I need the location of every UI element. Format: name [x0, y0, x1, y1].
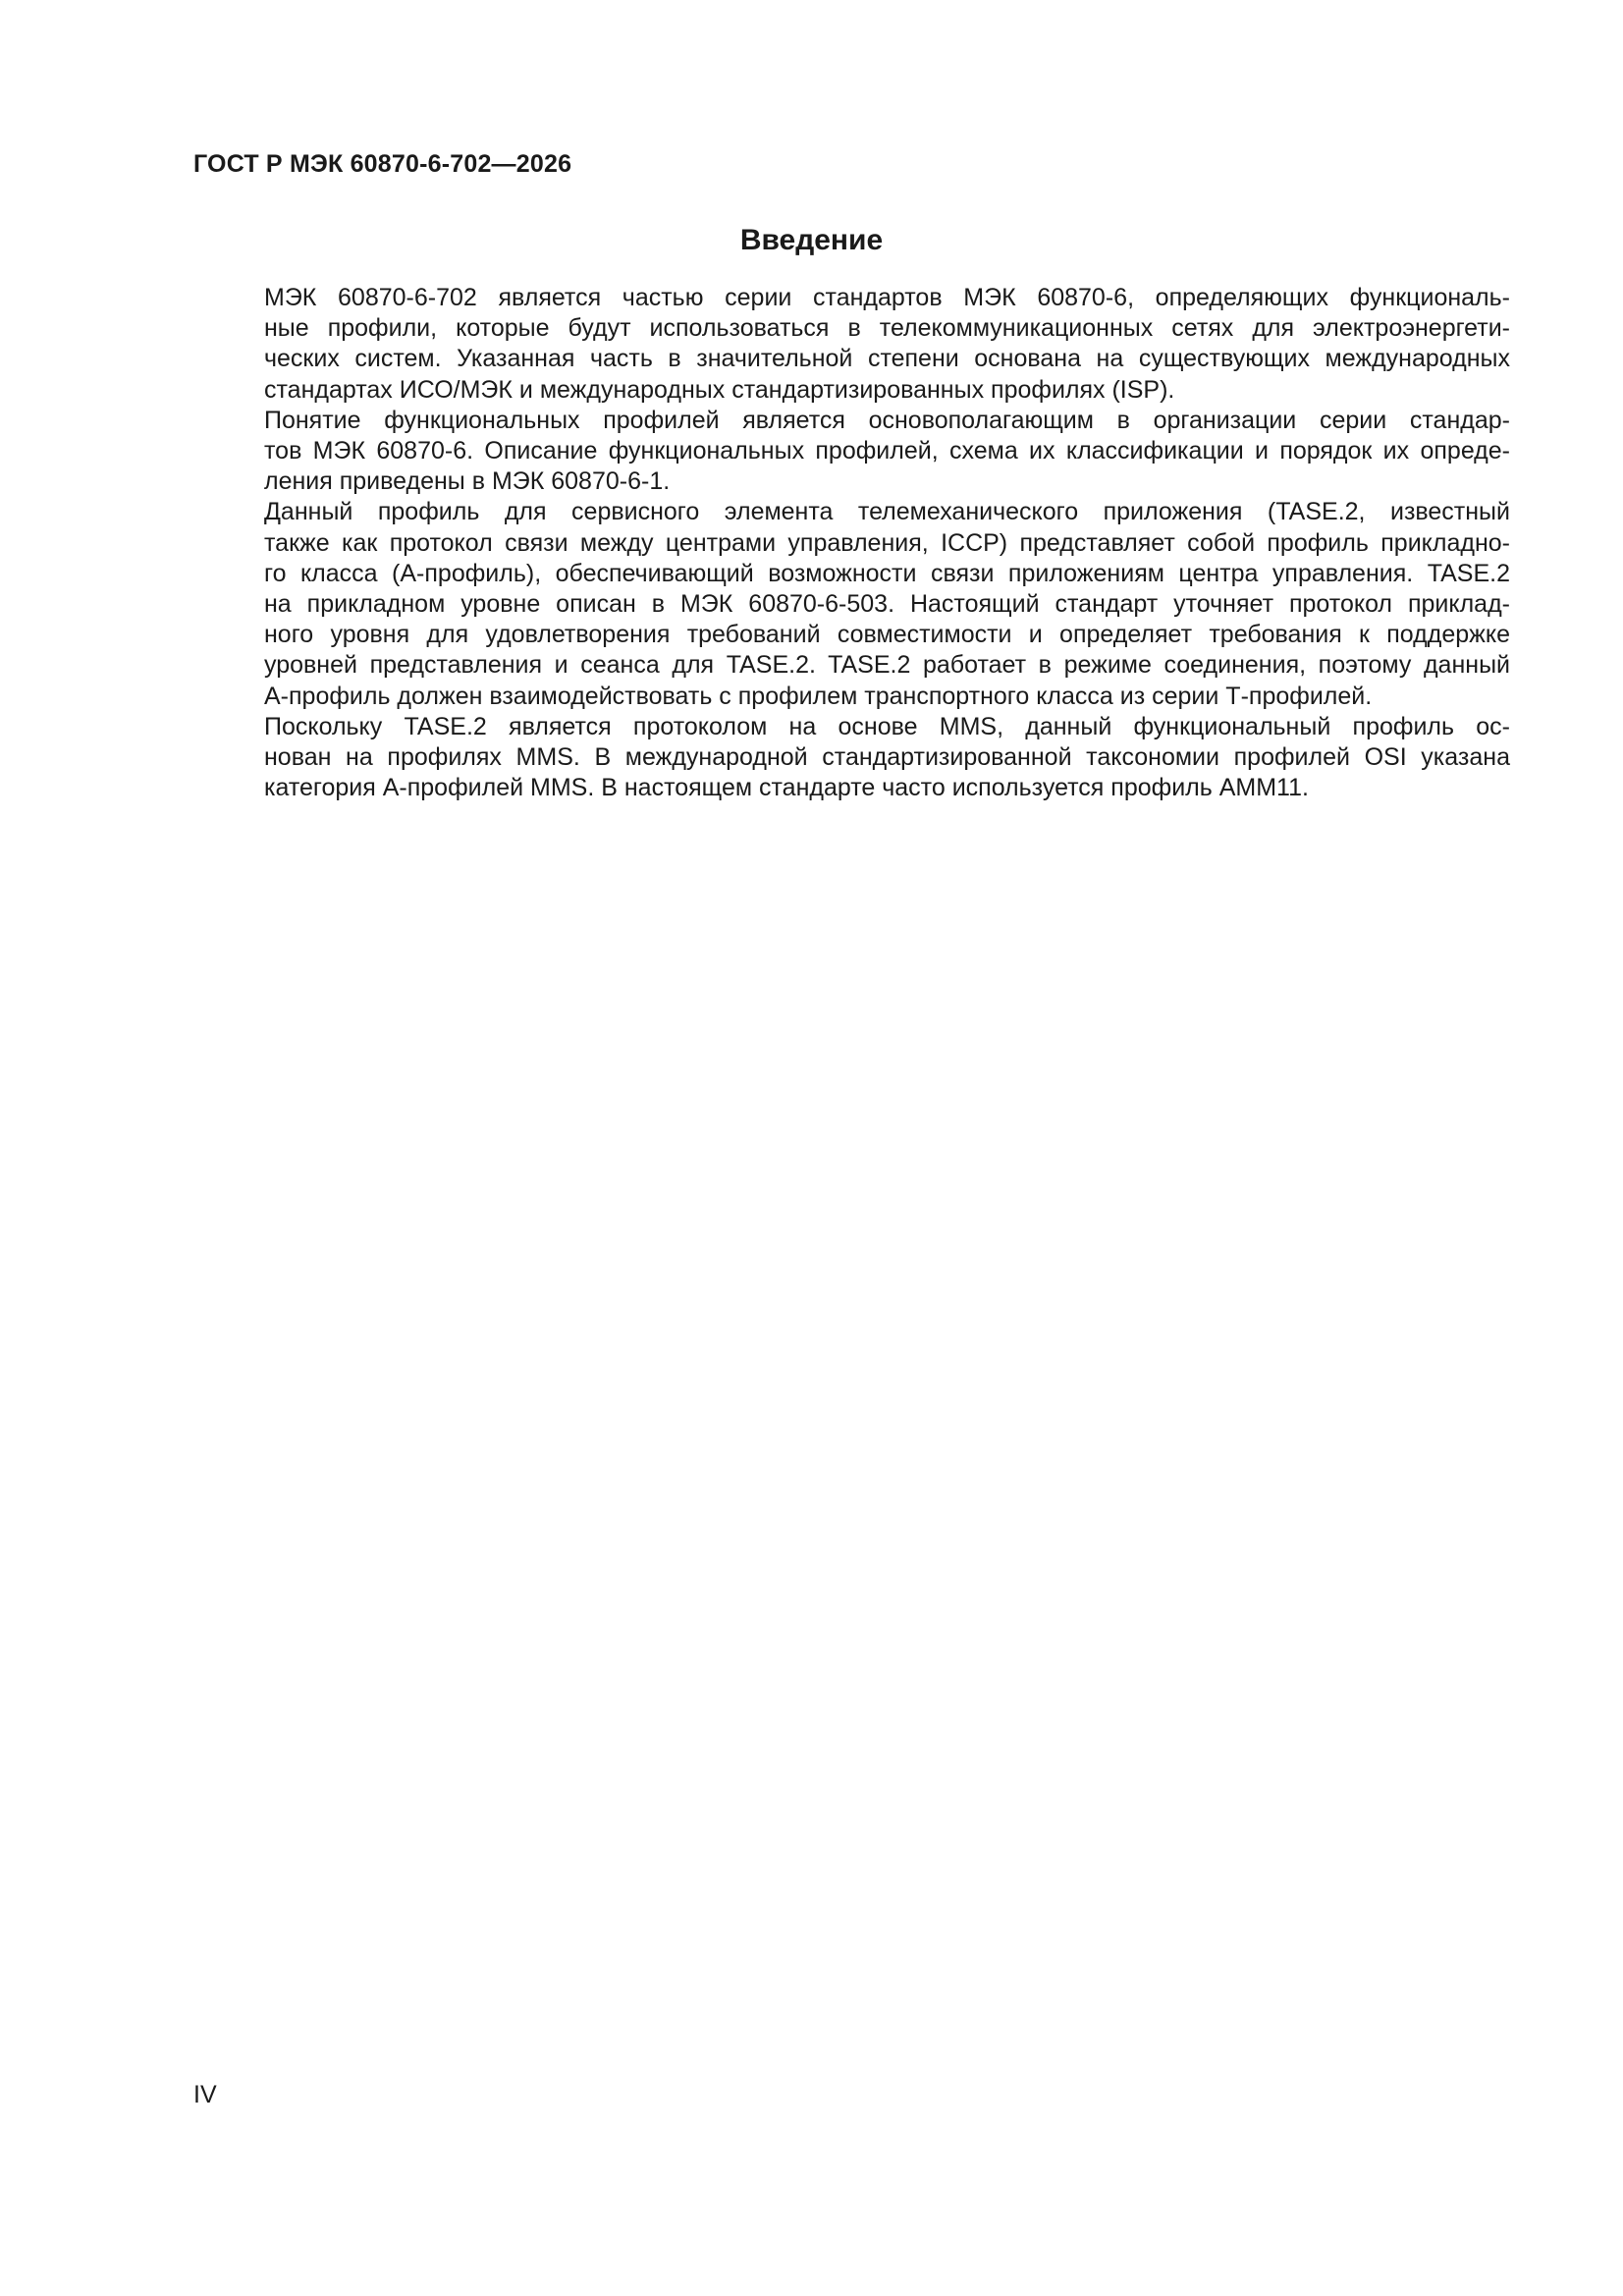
text-line: МЭК 60870-6-702 является частью серии стандартов МЭК 60870-6, определяющих функциональ-: [264, 284, 1510, 311]
text-line: стандартах ИСО/МЭК и международных стандартизированных профилях (ISP).: [264, 375, 1175, 404]
text-line: Данный профиль для сервисного элемента телемеханического приложения (TASE.2, известный: [264, 498, 1510, 526]
paragraph-4: [193, 712, 1510, 804]
body-text: [193, 283, 1510, 803]
text-line: уровней представления и сеанса для TASE.2. TASE.2 работает в режиме соединения, поэтому данный: [264, 651, 1510, 680]
section-title: Введение: [739, 224, 884, 256]
paragraph-2: [193, 406, 1510, 498]
document-id-header: ГОСТ Р МЭК 60870-6-702—2026: [193, 150, 572, 178]
text-line: на прикладном уровне описан в МЭК 60870-6-503. Настоящий стандарт уточняет протокол приклад-: [264, 590, 1510, 619]
text-line: ления приведены в МЭК 60870-6-1.: [264, 467, 671, 496]
text-line: Поскольку TASE.2 является протоколом на основе MMS, данный функциональный профиль ос-: [264, 712, 1510, 740]
text-line: го класса (А-профиль), обеспечивающий возможности связи приложениям центра управления. TASE.2: [264, 559, 1510, 587]
text-line: ного уровня для удовлетворения требований совместимости и определяет требования к поддержке: [264, 621, 1510, 649]
paragraph-1: [193, 283, 1510, 406]
text-line: категория А-профилей MMS. В настоящем стандарте часто используется профиль АММ11.: [264, 774, 1309, 802]
text-line: также как протокол связи между центрами управления, ICCP) представляет собой профиль прикладно-: [264, 528, 1510, 557]
page-number: IV: [193, 2081, 217, 2108]
text-line: нован на профилях MMS. В международной стандартизированной таксономии профилей OSI указана: [264, 743, 1510, 772]
text-line: ные профили, которые будут использоваться в телекоммуникационных сетях для электроэнергети-: [264, 314, 1510, 343]
text-line: Понятие функциональных профилей является основополагающим в организации серии стандар-: [264, 406, 1510, 434]
text-line: тов МЭК 60870-6. Описание функциональных профилей, схема их классификации и порядок их опреде-: [264, 437, 1510, 465]
paragraph-3: [193, 497, 1510, 711]
text-line: А-профиль должен взаимодействовать с профилем транспортного класса из серии Т-профилей.: [264, 682, 1373, 710]
text-line: ческих систем. Указанная часть в значительной степени основана на существующих международных: [264, 345, 1510, 373]
